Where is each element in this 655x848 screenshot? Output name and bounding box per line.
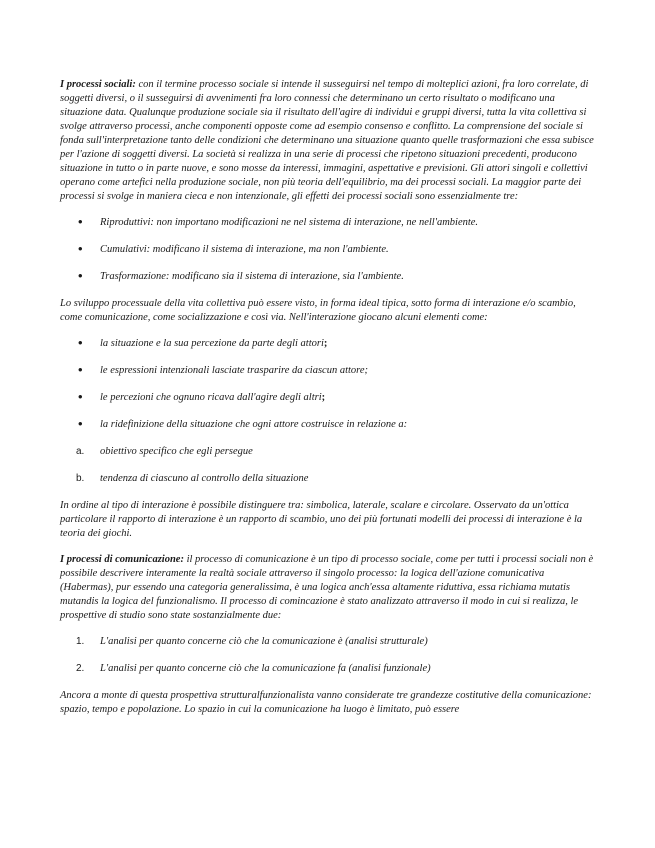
list-item: a. obiettivo specifico che egli persegue (76, 446, 253, 457)
list-marker: 1. (76, 636, 85, 647)
development-paragraph: Lo sviluppo processuale della vita collettiva può essere visto, in forma ideal tipica, sotto forma di interazione e/o scambio, come comunicazione, come socializzazione e così via. Nell'interazione giocano alcuni elementi come: (60, 298, 576, 323)
closing-paragraph: Ancora a monte di questa prospettiva strutturalfunzionalista vanno considerate tre grandezze costitutive della comunicazione: spazio, tempo e popolazione. Lo spazio in cui la comunicazione ha luogo è limitato, può essere (60, 690, 592, 715)
list-item: • Cumulativi: modificano il sistema di interazione, ma non l'ambiente. (78, 241, 389, 256)
list-item: 2. L'analisi per quanto concerne ciò che la comunicazione fa (analisi funzionale) (76, 663, 431, 674)
bullet-icon: • (78, 214, 83, 229)
list-item: • la ridefinizione della situazione che ogni attore costruisce in relazione a: (78, 416, 408, 431)
communication-processes-paragraph (60, 553, 598, 623)
interaction-elements-list (60, 337, 598, 432)
communication-processes-heading: I processi di comunicazione: (60, 554, 184, 565)
social-processes-heading: I processi sociali: (60, 79, 136, 90)
bullet-icon: • (78, 268, 83, 283)
list-item: 1. L'analisi per quanto concerne ciò che la comunicazione è (analisi strutturale) (76, 636, 428, 647)
communication-processes-text: il processo di comunicazione è un tipo di processo sociale, come per tutti i processi sociali non è possibile descrivere interamente la realtà sociale attraverso il singolo processo: la logica dell'azione comunicativa (Habermas), pur essendo una categoria generalissima, è una logica anch'essa altamente riduttiva, essa richiama mutatis mutandis la logica del funzionalismo. Il processo di comincazione è stato analizzato attraverso il modo in cui si realizza, le prospettive di studio sono state sostanzialmente due: (60, 554, 594, 621)
bullet-icon: • (78, 335, 83, 350)
list-marker: 2. (76, 663, 85, 674)
bullet-icon: • (78, 416, 83, 431)
list-item: • la situazione e la sua percezione da parte degli attori; (78, 335, 328, 350)
bullet-icon: • (78, 389, 83, 404)
list-item: b. tendenza di ciascuno al controllo della situazione (76, 473, 309, 484)
list-item: • Trasformazione: modificano sia il sistema di interazione, sia l'ambiente. (78, 268, 404, 283)
redefinition-sublist (60, 445, 598, 486)
list-marker: b. (76, 473, 85, 484)
bullet-icon: • (78, 241, 83, 256)
social-processes-text: con il termine processo sociale si intende il susseguirsi nel tempo di molteplici azioni, fra loro correlate, di soggetti diversi, o il susseguirsi di avvenimenti fra loro connessi che determinano un certo risultato o modificano una situazione data. Qualunque produzione sociale sia il risultato dell'agire di individui e gruppi diversi, tutta la vita collettiva si svolge attraverso processi, anche componenti opposte come ad esempio consenso e conflitto. La comprensione del sociale si fonda sull'interpretazione tanto delle condizioni che determinano una situazione quanto quelle trasformazioni che essa subisce per l'azione di soggetti diversi. La società si realizza in una serie di processi che ripetono situazioni precedenti, producono situazione in tutto o in parte nuove, e sono mosse da interessi, immagini, aspettative e previsioni. Gli attori singoli e collettivi operano come artefici nella produzione sociale, non più teoria dell'equilibrio, ma dei processi sociali. La maggior parte dei processi si svolge in maniera cieca e non intenzionale, gli effetti dei processi sociali sono essenzialmente tre: (60, 79, 594, 202)
effects-list (60, 216, 598, 284)
list-item: • Riproduttivi: non importano modificazioni ne nel sistema di interazione, ne nell'ambiente. (78, 214, 479, 229)
social-processes-paragraph (60, 78, 598, 204)
analyses-list (60, 635, 598, 676)
document-page (60, 78, 598, 729)
list-item: • le espressioni intenzionali lasciate trasparire da ciascun attore; (78, 362, 369, 377)
list-marker: a. (76, 446, 85, 457)
list-item: • le percezioni che ognuno ricava dall'agire degli altri; (78, 389, 326, 404)
bullet-icon: • (78, 362, 83, 377)
interaction-types-paragraph: In ordine al tipo di interazione è possibile distinguere tra: simbolica, laterale, scalare e circolare. Osservato da un'ottica particolare il rapporto di interazione è un rapporto di scambio, uno dei più fortunati modelli dei processi di interazione è la teoria dei giochi. (60, 500, 583, 539)
